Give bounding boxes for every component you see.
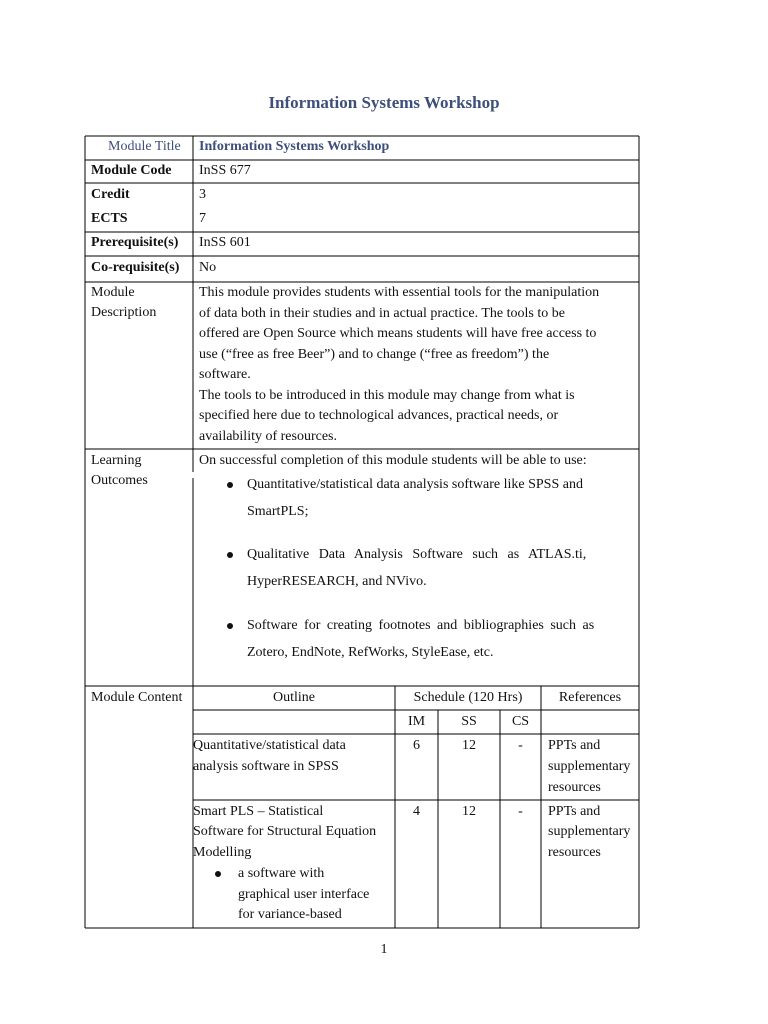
prerequisite-label: Prerequisite(s) [91, 235, 179, 250]
content-row-cs: - [518, 738, 523, 753]
content-row-reference: PPTs and [548, 804, 601, 819]
content-row-im: 4 [413, 804, 420, 819]
ects-value: 7 [199, 211, 206, 226]
description-line: of data both in their studies and in actual practice. The tools to be [199, 305, 565, 321]
description-line: offered are Open Source which means students will have free access to [199, 326, 597, 341]
outcomes-label-line1: Learning [91, 453, 142, 468]
content-row-outline: analysis software in SPSS [193, 759, 339, 774]
content-row-reference: supplementary [548, 759, 631, 774]
bullet-icon [227, 482, 233, 488]
content-row-reference: resources [548, 780, 601, 795]
bullet-icon [227, 623, 233, 629]
content-row-outline: Modelling [193, 845, 252, 860]
outcome-item-line1: Qualitative Data Analysis Software such as ATLAS.ti, [247, 547, 587, 562]
module-code-value: InSS 677 [199, 163, 251, 178]
ects-label: ECTS [91, 211, 128, 226]
description-line: use (“free as free Beer”) and to change (“free as freedom”) the [199, 346, 550, 362]
content-row-outline: Smart PLS – Statistical [193, 804, 324, 819]
description-label-line2: Description [91, 305, 157, 320]
description-line: software. [199, 367, 251, 382]
content-row-sub-bullet: for variance-based [238, 907, 342, 922]
prerequisite-value: InSS 601 [199, 235, 251, 250]
outcomes-label-line2: Outcomes [91, 473, 148, 488]
outcome-item-line1: Software for creating footnotes and bibliographies such as [247, 618, 595, 633]
content-row-reference: resources [548, 845, 601, 860]
content-row-reference: supplementary [548, 824, 631, 839]
content-row-sub-bullet: a software with [238, 866, 325, 881]
description-line: availability of resources. [199, 428, 338, 444]
header-schedule: Schedule (120 Hrs) [413, 690, 523, 705]
content-row-ss: 12 [462, 804, 476, 819]
outcome-item-line2: Zotero, EndNote, RefWorks, StyleEase, etc. [247, 645, 494, 660]
description-label-line1: Module [91, 285, 135, 300]
header-cs: CS [511, 714, 530, 729]
outcome-item-line2: HyperRESEARCH, and NVivo. [247, 574, 427, 589]
content-row-ss: 12 [462, 738, 476, 753]
description-line: The tools to be introduced in this module may change from what is [199, 387, 575, 403]
bullet-icon [215, 871, 221, 877]
content-row-im: 6 [413, 738, 420, 753]
header-outline: Outline [273, 690, 315, 705]
description-text [199, 283, 635, 447]
content-row-cs: - [518, 804, 523, 819]
credit-value: 3 [199, 187, 206, 202]
outcome-item-line2: SmartPLS; [247, 504, 309, 519]
module-code-label: Module Code [91, 163, 172, 178]
description-line: specified here due to technological advances, practical needs, or [199, 408, 559, 423]
header-ss: SS [461, 714, 477, 729]
content-row-sub-bullet: graphical user interface [238, 887, 370, 902]
page-number: 1 [380, 942, 388, 957]
content-row-outline: Software for Structural Equation [193, 824, 377, 839]
module-title-label: Module Title [108, 139, 181, 154]
content-row-reference: PPTs and [548, 738, 601, 753]
description-line: This module provides students with essential tools for the manipulation [199, 285, 600, 300]
header-im: IM [407, 714, 426, 729]
bullet-icon [227, 552, 233, 558]
corequisite-label: Co-requisite(s) [91, 260, 180, 275]
credit-label: Credit [91, 187, 130, 202]
outcomes-intro: On successful completion of this module students will be able to use: [199, 453, 587, 468]
module-title-value: Information Systems Workshop [199, 139, 390, 154]
module-content-label: Module Content [91, 690, 183, 705]
outcome-item-line1: Quantitative/statistical data analysis software like SPSS and [247, 477, 583, 492]
header-references: References [558, 690, 622, 705]
document-title: Information Systems Workshop [268, 93, 500, 112]
corequisite-value: No [199, 260, 217, 275]
content-row-outline: Quantitative/statistical data [193, 738, 346, 753]
